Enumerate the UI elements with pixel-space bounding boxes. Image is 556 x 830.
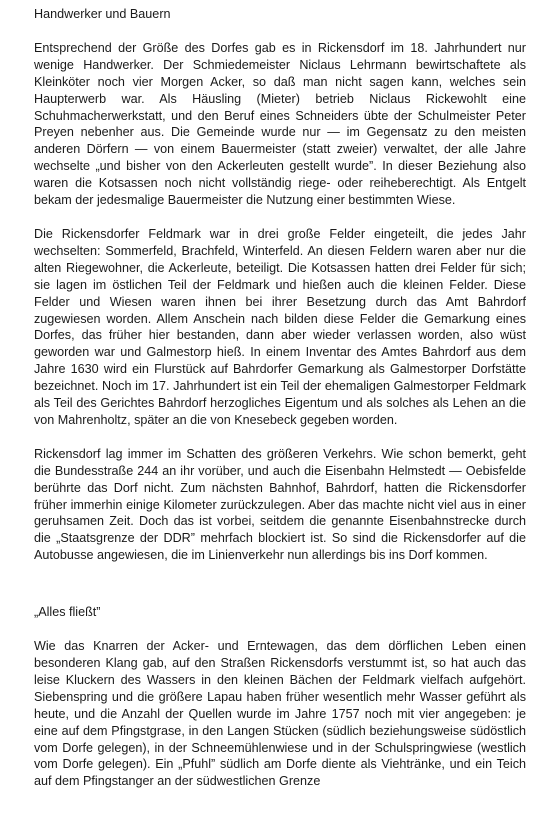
paragraph-verkehr: Rickensdorf lag immer im Schatten des größeren Verkehrs. Wie schon bemerkt, geht die Bundesstraße 244 an ihr vorüber, und auch die Eisenbahn Helmstedt — Oebisfelde berührte das Dorf nicht. Zum nächsten Bahnhof, Bahrdorf, hatten die Rickensdorfer früher immerhin einige Kilometer zurückzulegen. Aber das machte nicht viel aus in einer geruhsamen Zeit. Doch das ist vorbei, seitdem die genannte Eisenbahnstrecke durch die „Staatsgrenze der DDR” mehrfach blockiert ist. So sind die Rickensdorfer auf die Autobusse angewiesen, die im Linienverkehr nun allerdings bis ins Dorf kommen. — [34, 446, 526, 563]
paragraph-feldmark: Die Rickensdorfer Feldmark war in drei große Felder eingeteilt, die jedes Jahr wechselten: Sommerfeld, Brachfeld, Winterfeld. An diesen Feldern waren aber nur die alten Riegewohner, die Ackerleute, beteiligt. Die Kotsassen hatten drei Felder für sich; sie lagen im östlichen Teil der Feldmark und hießen auch die kleinen Felder. Diese Felder und Wiesen waren ihnen bei ihrer Besetzung durch das Amt Bahrdorf zugewiesen worden. Allem Anschein nach bilden diese Felder die Gemarkung eines Dorfes, das früher hier bestanden, dann aber wieder verlassen worden, also wüst geworden war und Galmestorp hieß. In einem Inventar des Amtes Bahrdorf aus dem Jahre 1630 wird ein Flurstück auf Bahrdorfer Gemarkung als Galmestorper Dorfstätte bezeichnet. Noch im 17. Jahrhundert ist ein Teil der ehemaligen Galmestorper Feldmark als Teil des Gerichtes Bahrdorf herzogliches Eigentum und als solches als Lehen an die von Mahrenholtz, später an die von Knesebeck gegeben worden. — [34, 226, 526, 427]
paragraph-handwerker: Entsprechend der Größe des Dorfes gab es in Rickensdorf im 18. Jahrhundert nur wenige Handwerker. Der Schmiedemeister Niclaus Lehrmann bewirtschaftete als Kleinköter noch vier Morgen Acker, so daß man nicht sagen kann, welches sein Haupterwerb war. Als Häusling (Mieter) betrieb Niclaus Rickewohlt eine Schuhmacherwerkstatt, und den Beruf eines Schneiders übte der Schulmeister Peter Preyen nebenher aus. Die Gemeinde wurde nur — im Gegensatz zu den meisten anderen Dörfern — von einem Bauermeister (statt zweier) verwaltet, der alle Jahre wechselte „und bisher von den Ackerleuten gestellt wurde”. In dieser Beziehung also waren die Kotsassen noch nicht vollständig riege- oder reiheberechtigt. Als Entgelt bekam der jedesmalige Bauermeister die Nutzung einer bestimmten Wiese. — [34, 40, 526, 208]
section-heading-handwerker: Handwerker und Bauern — [34, 7, 171, 21]
paragraph-wasser: Wie das Knarren der Acker- und Erntewagen, das dem dörflichen Leben einen besonderen Klang gab, auf den Straßen Rickensdorfs verstummt ist, so hat auch das leise Kluckern des Wassers in den kleinen Bächen der Feldmark vielfach aufgehört. Siebenspring und die größere Lapau haben früher wesentlich mehr Wasser geführt als heute, und die Anzahl der Quellen wurde im Jahre 1757 noch mit vier angegeben: je eine auf dem Pfingstgrase, in den Langen Stücken (südlich beziehungsweise südöstlich vom Dorfe gelegen), in der Schneemühlenwiese und in der Schulspringwiese (westlich vom Dorfe gelegen). Ein „Pfuhl” südlich am Dorfe diente als Viehtränke, und ein Teich auf dem Pfingstanger an der südwestlichen Grenze — [34, 639, 526, 789]
document-page — [34, 6, 526, 790]
section-heading-alles-fliesst: „Alles fließt” — [34, 605, 101, 620]
